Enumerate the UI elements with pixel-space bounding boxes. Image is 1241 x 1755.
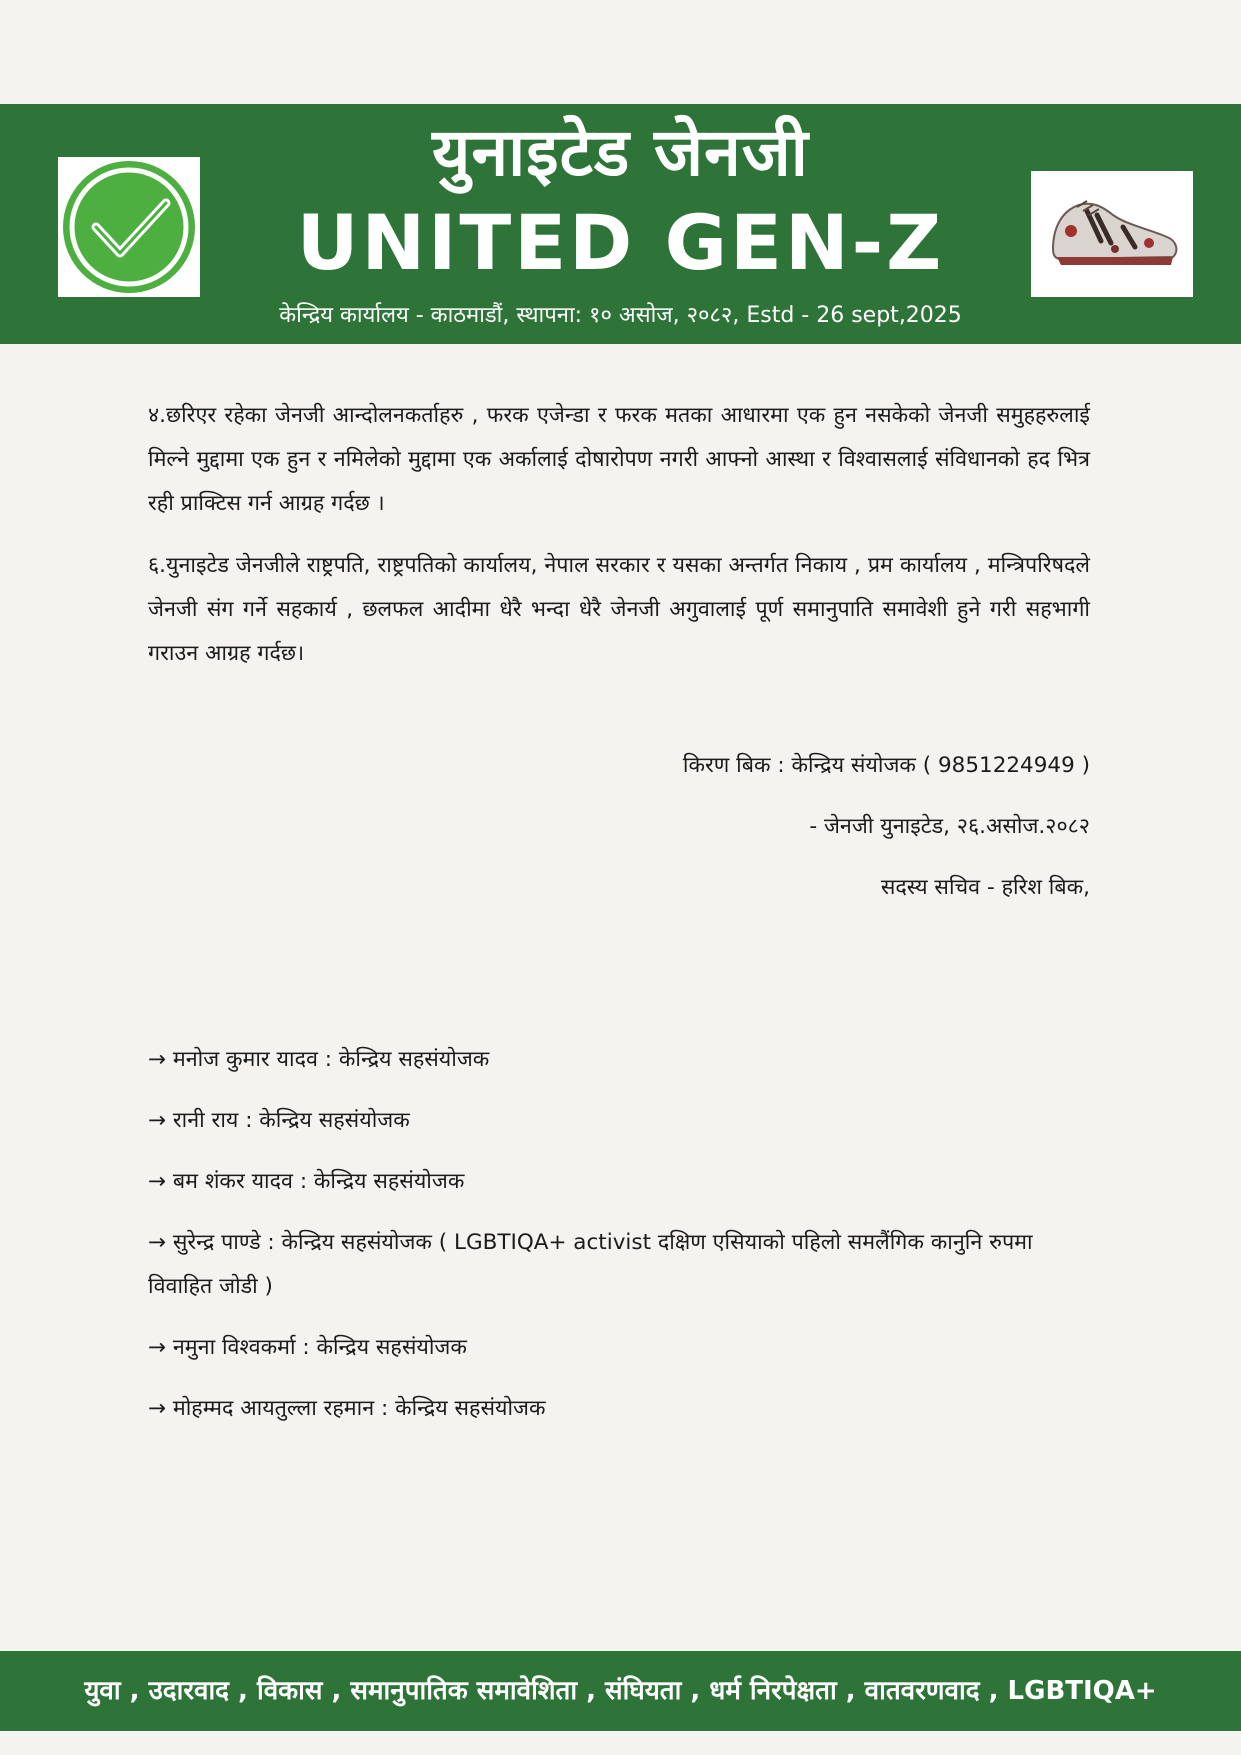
paragraph-4: ४.छरिएर रहेका जेनजी आन्दोलनकर्ताहरु , फरक एजेन्डा र फरक मतका आधारमा एक हुन नसकेको जेनजी समुहहरुलाई मिल्ने मुद्दामा एक हुन र नमिलेको मुद्दामा एक अर्कालाई दोषारोपण नगरी आफ्नो आस्था र विश्वासलाई संविधानको हद भित्र रही प्राक्टिस गर्न आग्रह गर्दछ । xyxy=(148,403,1090,516)
title-english: UNITED GEN-Z xyxy=(296,198,945,287)
list-item: → मनोज कुमार यादव : केन्द्रिय सहसंयोजक xyxy=(148,1047,490,1072)
footer-values: युवा , उदारवाद , विकास , समानुपातिक समावेशिता , संघियता , धर्म निरपेक्षता , वातवरणवाद , LGBTIQA+ xyxy=(84,1676,1157,1706)
paragraph-6: ६.युनाइटेड जेनजीले राष्ट्रपति, राष्ट्रपतिको कार्यालय, नेपाल सरकार र यसका अन्तर्गत निकाय , प्रम कार्यालय , मन्त्रिपरिषदले जेनजी संग गर्ने सहकार्य , छलफल आदीमा धेरै भन्दा धेरै जेनजी अगुवालाई पूर्ण समानुपाति समावेशी हुने गरी सहभागी गराउन आग्रह गर्दछ। xyxy=(148,553,1090,666)
signature-block xyxy=(290,744,1090,927)
header-banner xyxy=(0,104,1241,344)
list-item: → बम शंकर यादव : केन्द्रिय सहसंयोजक xyxy=(148,1169,465,1194)
shoe-icon xyxy=(1031,171,1193,297)
list-item: → रानी राय : केन्द्रिय सहसंयोजक xyxy=(148,1108,410,1133)
secretary-line: सदस्य सचिव - हरिश बिक, xyxy=(880,875,1090,900)
body-text xyxy=(148,394,1090,694)
shoe-image xyxy=(1031,171,1193,297)
date-line: - जेनजी युनाइटेड, २६.असोज.२०८२ xyxy=(809,814,1090,839)
list-item: → नमुना विश्वकर्मा : केन्द्रिय सहसंयोजक xyxy=(148,1335,467,1360)
list-item: → सुरेन्द्र पाण्डे : केन्द्रिय सहसंयोजक ( LGBTIQA+ activist दक्षिण एसियाको पहिलो समलैंगिक कानुनि रुपमा विवाहित जोडी ) xyxy=(148,1230,1033,1299)
office-establishment-line: केन्द्रिय कार्यालय - काठमाडौं, स्थापना: १० असोज, २०८२, Estd - 26 sept,2025 xyxy=(279,303,962,328)
coordinator-line: किरण बिक : केन्द्रिय संयोजक ( 9851224949 ) xyxy=(682,753,1090,778)
list-item: → मोहम्मद आयतुल्ला रहमान : केन्द्रिय सहसंयोजक xyxy=(148,1396,546,1421)
title-nepali: युनाइटेड जेनजी xyxy=(432,114,809,191)
members-list xyxy=(148,1038,1090,1448)
footer-banner xyxy=(0,1651,1241,1731)
